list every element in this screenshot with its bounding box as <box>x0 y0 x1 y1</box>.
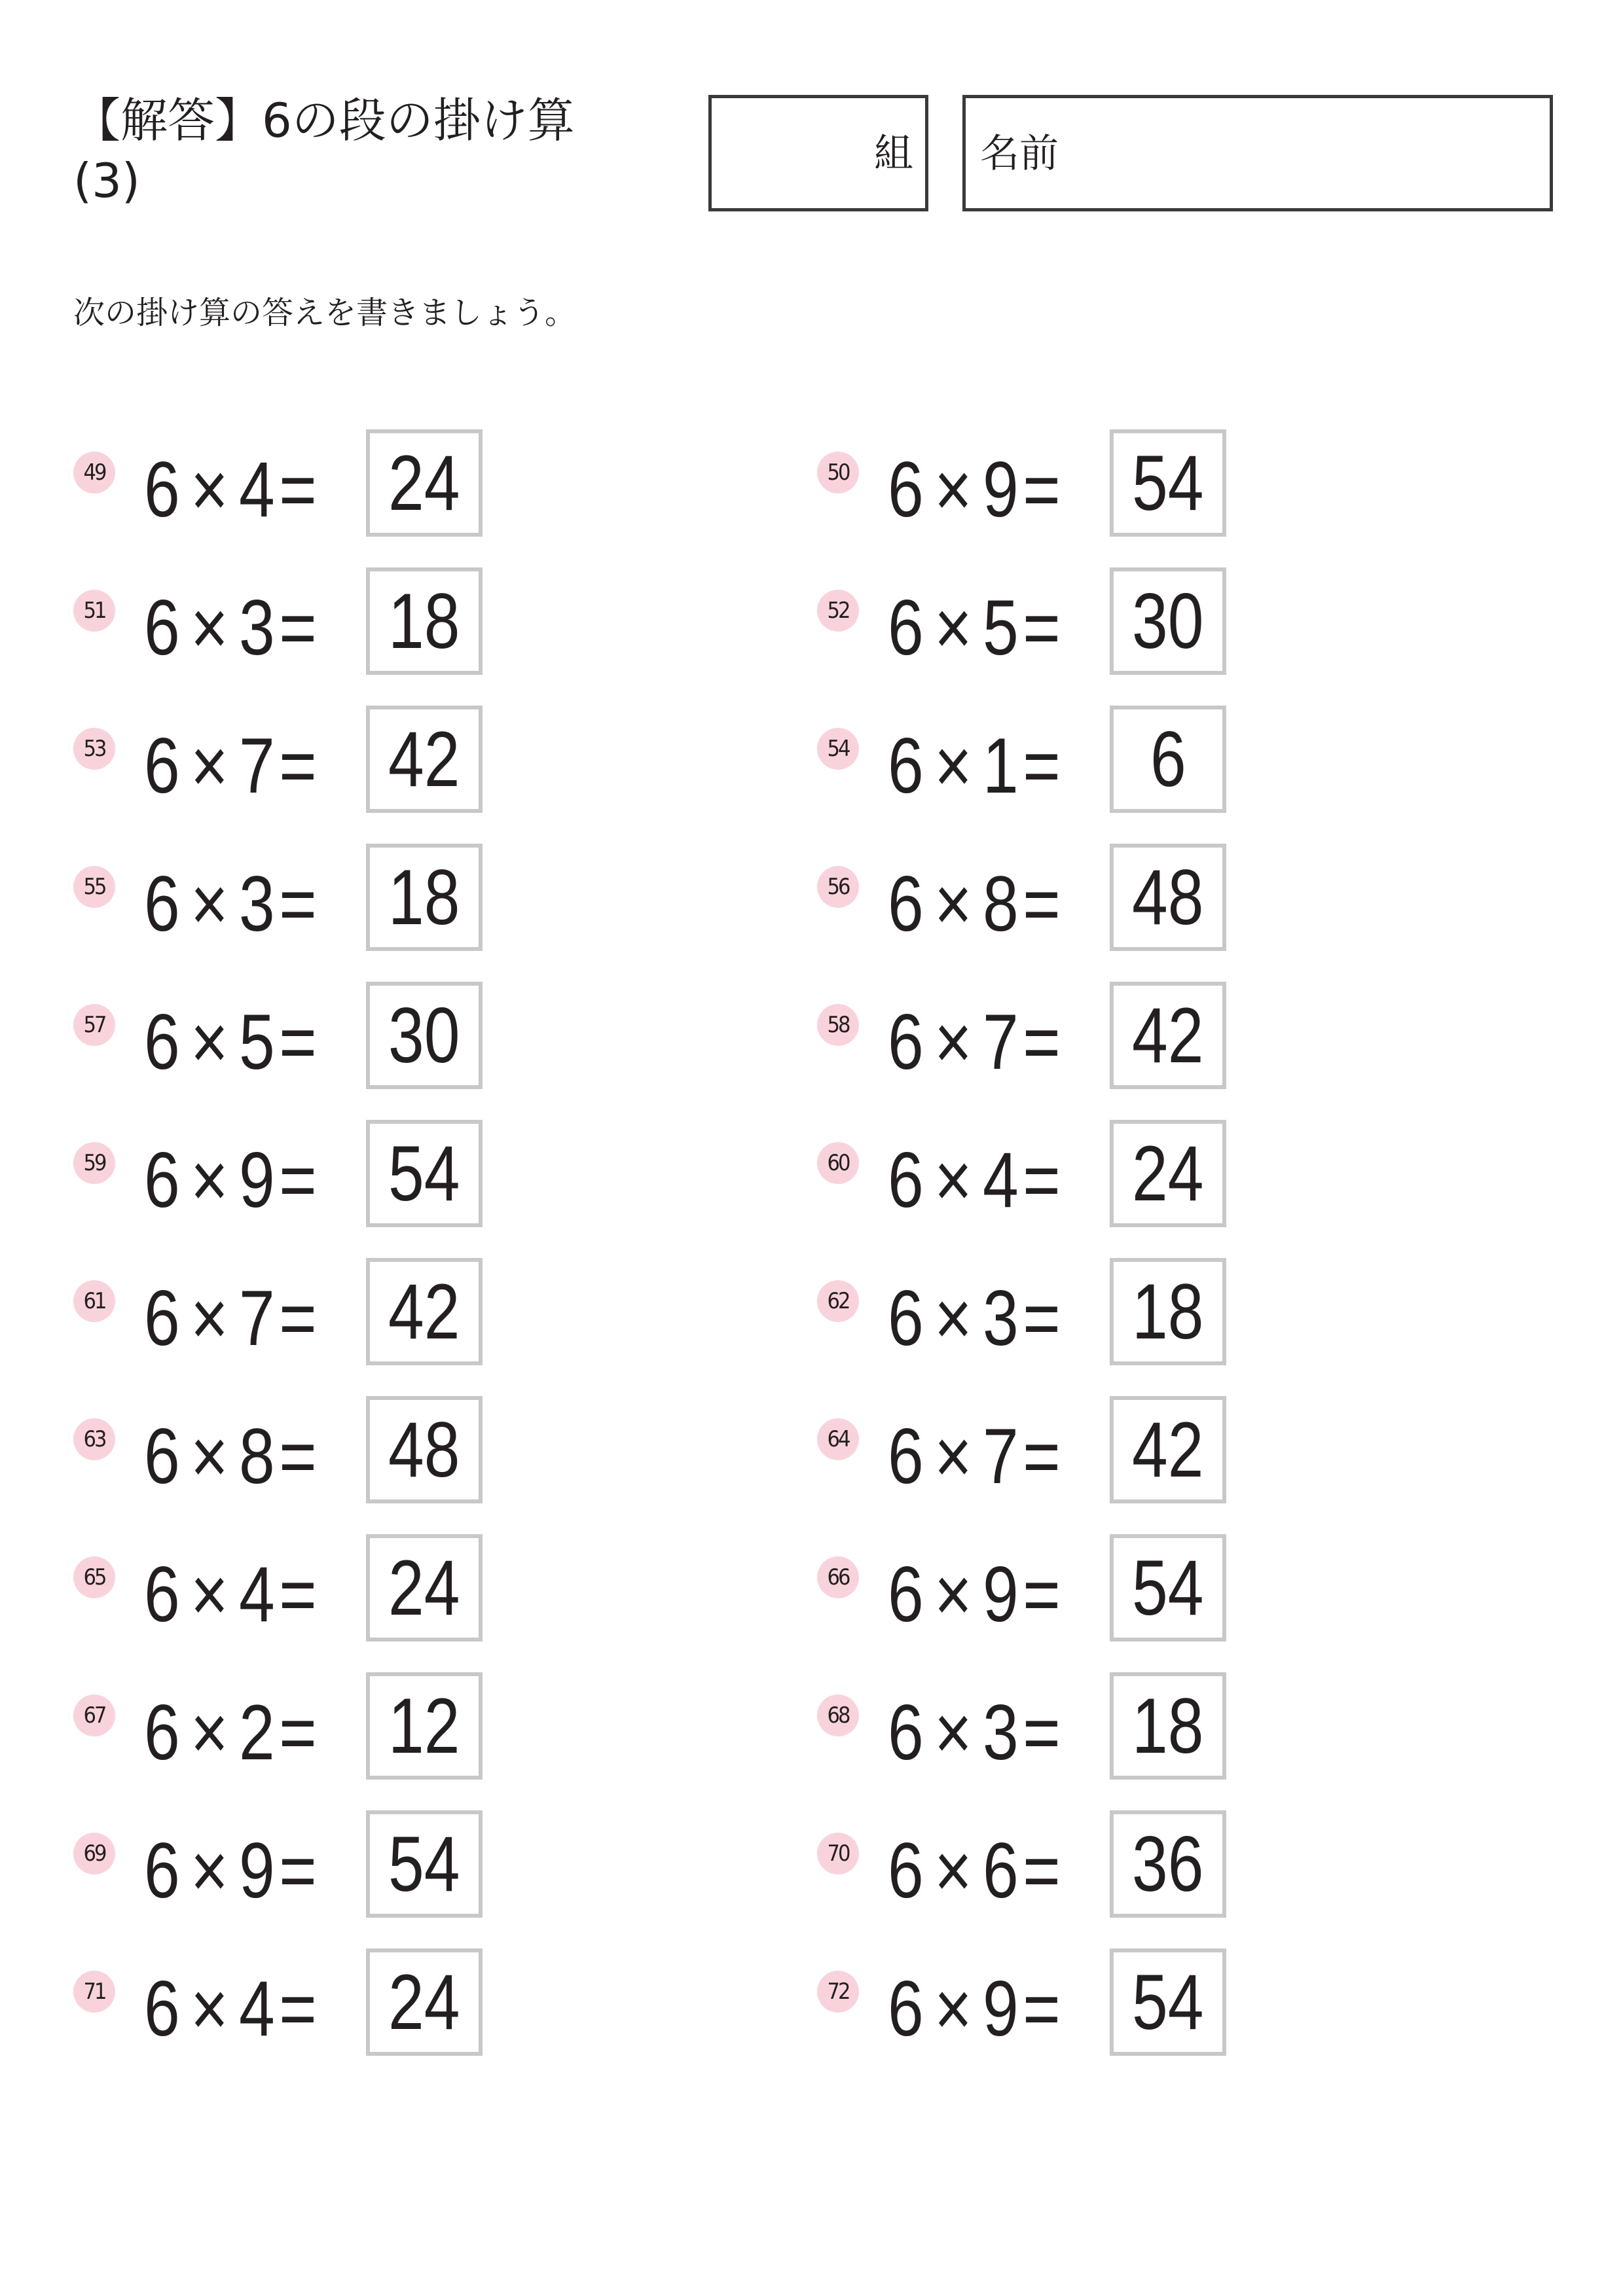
answer-value: 24 <box>1132 1130 1204 1217</box>
answer-value: 42 <box>388 1268 460 1355</box>
equals-sign: = <box>1023 584 1061 672</box>
answer-box[interactable] <box>366 706 483 813</box>
multiplicand: 6 <box>144 998 180 1086</box>
equals-sign: = <box>279 722 317 810</box>
problem-number-badge: 69 <box>73 1833 115 1874</box>
problem-number-badge: 72 <box>817 1971 859 2013</box>
multiply-sign: × <box>191 860 228 948</box>
answer-box[interactable] <box>1110 1948 1226 2056</box>
problem-number-badge: 58 <box>817 1004 859 1046</box>
multiplier: 6 <box>982 1827 1019 1914</box>
multiplicand: 6 <box>888 584 924 672</box>
problem-expression <box>144 1825 317 1916</box>
problem-number-badge: 68 <box>817 1695 859 1736</box>
problem-number-badge: 55 <box>73 866 115 908</box>
equals-sign: = <box>279 998 317 1086</box>
answer-value: 36 <box>1132 1820 1204 1908</box>
answer-value: 54 <box>388 1820 460 1908</box>
answer-value: 24 <box>388 1958 460 2046</box>
problem-item <box>817 1534 1472 1641</box>
problem-item <box>73 429 728 537</box>
answer-box[interactable] <box>1110 1534 1226 1641</box>
problem-item <box>73 1948 728 2056</box>
multiplicand: 6 <box>144 1136 180 1224</box>
multiplier: 2 <box>238 1689 275 1776</box>
problem-expression <box>144 1134 317 1226</box>
answer-value: 30 <box>1132 577 1204 665</box>
problem-expression <box>888 720 1061 812</box>
class-field[interactable] <box>708 95 928 211</box>
problem-expression <box>144 1687 317 1778</box>
multiplier: 9 <box>982 446 1019 533</box>
answer-box[interactable] <box>1110 1258 1226 1365</box>
equals-sign: = <box>279 446 317 533</box>
answer-value: 18 <box>388 853 460 941</box>
multiply-sign: × <box>191 722 228 810</box>
problem-item <box>73 844 728 951</box>
problem-number-badge: 54 <box>817 728 859 770</box>
multiplicand: 6 <box>888 860 924 948</box>
equals-sign: = <box>279 584 317 672</box>
equals-sign: = <box>1023 1274 1061 1362</box>
problem-expression <box>144 1963 317 2054</box>
multiplicand: 6 <box>888 1827 924 1914</box>
problem-expression <box>144 1549 317 1640</box>
multiplicand: 6 <box>888 1136 924 1224</box>
multiply-sign: × <box>191 1136 228 1224</box>
problem-item <box>73 1396 728 1503</box>
problem-number-badge: 52 <box>817 590 859 632</box>
answer-value: 18 <box>1132 1268 1204 1355</box>
answer-value: 48 <box>388 1406 460 1494</box>
equals-sign: = <box>279 1689 317 1776</box>
multiplier: 7 <box>238 722 275 810</box>
answer-box[interactable] <box>1110 1810 1226 1918</box>
multiplicand: 6 <box>888 1412 924 1500</box>
answer-box[interactable] <box>366 429 483 537</box>
answer-box[interactable] <box>366 1948 483 2056</box>
problem-expression <box>888 1410 1061 1502</box>
class-label: 組 <box>874 131 913 177</box>
answer-box[interactable] <box>1110 844 1226 951</box>
multiply-sign: × <box>934 1274 972 1362</box>
equals-sign: = <box>279 1827 317 1914</box>
equals-sign: = <box>279 1412 317 1500</box>
problem-expression <box>888 1825 1061 1916</box>
problem-item <box>817 982 1472 1089</box>
name-label: 名前 <box>980 131 1059 177</box>
multiplier: 3 <box>238 860 275 948</box>
problem-item <box>817 1810 1472 1918</box>
answer-value: 54 <box>1132 1544 1204 1632</box>
multiplicand: 6 <box>888 1551 924 1638</box>
multiplicand: 6 <box>144 1274 180 1362</box>
problem-item <box>817 429 1472 537</box>
equals-sign: = <box>279 1551 317 1638</box>
multiply-sign: × <box>934 998 972 1086</box>
answer-value: 42 <box>1132 1406 1204 1494</box>
answer-box[interactable] <box>366 1258 483 1365</box>
multiply-sign: × <box>191 998 228 1086</box>
problem-expression <box>144 582 317 673</box>
answer-box[interactable] <box>366 1120 483 1227</box>
multiplier: 9 <box>982 1965 1019 2053</box>
answer-value: 42 <box>388 715 460 803</box>
multiplier: 8 <box>982 860 1019 948</box>
answer-box[interactable] <box>366 1810 483 1918</box>
multiplier: 9 <box>982 1551 1019 1638</box>
multiply-sign: × <box>934 722 972 810</box>
multiply-sign: × <box>934 1965 972 2053</box>
multiply-sign: × <box>934 1551 972 1638</box>
problem-expression <box>144 996 317 1088</box>
equals-sign: = <box>1023 1689 1061 1776</box>
multiplicand: 6 <box>144 722 180 810</box>
answer-box[interactable] <box>366 567 483 675</box>
equals-sign: = <box>1023 1965 1061 2053</box>
equals-sign: = <box>1023 1827 1061 1914</box>
answer-box[interactable] <box>1110 1672 1226 1780</box>
multiplier: 7 <box>982 1412 1019 1500</box>
multiply-sign: × <box>934 860 972 948</box>
problem-item <box>73 1120 728 1227</box>
equals-sign: = <box>1023 1412 1061 1500</box>
multiply-sign: × <box>934 1412 972 1500</box>
equals-sign: = <box>279 1274 317 1362</box>
multiplicand: 6 <box>144 1689 180 1776</box>
equals-sign: = <box>1023 722 1061 810</box>
answer-value: 54 <box>1132 1958 1204 2046</box>
equals-sign: = <box>1023 446 1061 533</box>
problem-item <box>817 567 1472 675</box>
equals-sign: = <box>279 1965 317 2053</box>
problem-number-badge: 71 <box>73 1971 115 2013</box>
page-title-line1: 【解答】6の段の掛け算 <box>73 93 575 148</box>
multiply-sign: × <box>191 446 228 533</box>
multiplicand: 6 <box>888 1965 924 2053</box>
answer-value: 18 <box>388 577 460 665</box>
multiplicand: 6 <box>144 1965 180 2053</box>
problem-expression <box>144 1410 317 1502</box>
problem-number-badge: 61 <box>73 1280 115 1322</box>
problem-number-badge: 51 <box>73 590 115 632</box>
multiplier: 9 <box>238 1827 275 1914</box>
multiplier: 5 <box>238 998 275 1086</box>
answer-value: 54 <box>388 1130 460 1217</box>
page-title <box>73 90 663 211</box>
multiply-sign: × <box>191 1274 228 1362</box>
multiply-sign: × <box>191 1965 228 2053</box>
multiplier: 3 <box>982 1689 1019 1776</box>
multiplier: 9 <box>238 1136 275 1224</box>
answer-box[interactable] <box>1110 982 1226 1089</box>
answer-value: 24 <box>388 439 460 527</box>
equals-sign: = <box>1023 1136 1061 1224</box>
problem-expression <box>888 444 1061 535</box>
answer-value: 18 <box>1132 1682 1204 1770</box>
problem-item <box>817 1258 1472 1365</box>
problem-item <box>73 1672 728 1780</box>
answer-box[interactable] <box>1110 1396 1226 1503</box>
answer-box[interactable] <box>366 844 483 951</box>
problem-item <box>73 1258 728 1365</box>
multiplicand: 6 <box>144 584 180 672</box>
problem-item <box>817 1120 1472 1227</box>
problem-expression <box>144 444 317 535</box>
multiplier: 3 <box>982 1274 1019 1362</box>
multiplicand: 6 <box>888 722 924 810</box>
name-field[interactable] <box>962 95 1553 211</box>
problem-expression <box>888 1687 1061 1778</box>
multiplicand: 6 <box>888 446 924 533</box>
problem-number-badge: 64 <box>817 1418 859 1460</box>
equals-sign: = <box>279 860 317 948</box>
answer-value: 48 <box>1132 853 1204 941</box>
answer-box[interactable] <box>1110 429 1226 537</box>
problem-item <box>73 567 728 675</box>
multiplicand: 6 <box>144 1551 180 1638</box>
multiplier: 8 <box>238 1412 275 1500</box>
problem-expression <box>888 1134 1061 1226</box>
multiply-sign: × <box>191 1551 228 1638</box>
problem-number-badge: 49 <box>73 452 115 493</box>
multiply-sign: × <box>934 1827 972 1914</box>
problem-number-badge: 66 <box>817 1556 859 1598</box>
problem-expression <box>144 858 317 950</box>
problem-item <box>73 1534 728 1641</box>
multiply-sign: × <box>191 584 228 672</box>
multiplicand: 6 <box>144 446 180 533</box>
problem-number-badge: 65 <box>73 1556 115 1598</box>
problem-expression <box>888 582 1061 673</box>
multiplier: 4 <box>982 1136 1019 1224</box>
problem-expression <box>888 1549 1061 1640</box>
problem-number-badge: 70 <box>817 1833 859 1874</box>
multiplicand: 6 <box>144 860 180 948</box>
multiplier: 7 <box>238 1274 275 1362</box>
problem-item <box>817 1948 1472 2056</box>
multiplier: 1 <box>982 722 1019 810</box>
equals-sign: = <box>1023 860 1061 948</box>
multiplicand: 6 <box>888 1689 924 1776</box>
answer-value: 42 <box>1132 992 1204 1079</box>
answer-box[interactable] <box>366 1534 483 1641</box>
equals-sign: = <box>1023 998 1061 1086</box>
problem-number-badge: 59 <box>73 1142 115 1184</box>
multiply-sign: × <box>934 446 972 533</box>
problem-expression <box>888 858 1061 950</box>
answer-value: 6 <box>1150 715 1186 803</box>
multiply-sign: × <box>191 1412 228 1500</box>
multiplicand: 6 <box>888 998 924 1086</box>
answer-box[interactable] <box>366 1672 483 1780</box>
answer-value: 54 <box>1132 439 1204 527</box>
problem-expression <box>888 1272 1061 1364</box>
answer-box[interactable] <box>1110 567 1226 675</box>
problem-number-badge: 67 <box>73 1695 115 1736</box>
multiplier: 4 <box>238 1965 275 2053</box>
multiplier: 4 <box>238 446 275 533</box>
multiplier: 3 <box>238 584 275 672</box>
multiplicand: 6 <box>144 1827 180 1914</box>
answer-box[interactable] <box>366 1396 483 1503</box>
multiplier: 7 <box>982 998 1019 1086</box>
answer-value: 12 <box>388 1682 460 1770</box>
multiplicand: 6 <box>144 1412 180 1500</box>
problem-item <box>817 844 1472 951</box>
problem-number-badge: 56 <box>817 866 859 908</box>
problem-item <box>73 1810 728 1918</box>
problem-expression <box>888 996 1061 1088</box>
problem-number-badge: 57 <box>73 1004 115 1046</box>
problem-number-badge: 60 <box>817 1142 859 1184</box>
problem-expression <box>888 1963 1061 2054</box>
problem-number-badge: 50 <box>817 452 859 493</box>
problem-item <box>73 706 728 813</box>
multiplicand: 6 <box>888 1274 924 1362</box>
problem-item <box>73 982 728 1089</box>
problem-item <box>817 706 1472 813</box>
answer-box[interactable] <box>1110 1120 1226 1227</box>
instruction-text: 次の掛け算の答えを書きましょう。 <box>73 295 577 331</box>
problem-number-badge: 62 <box>817 1280 859 1322</box>
multiplier: 4 <box>238 1551 275 1638</box>
problem-expression <box>144 720 317 812</box>
multiply-sign: × <box>934 1689 972 1776</box>
problem-expression <box>144 1272 317 1364</box>
problem-number-badge: 53 <box>73 728 115 770</box>
problem-item <box>817 1672 1472 1780</box>
multiply-sign: × <box>934 584 972 672</box>
page-title-line2: (3) <box>73 153 140 208</box>
multiply-sign: × <box>191 1689 228 1776</box>
answer-value: 24 <box>388 1544 460 1632</box>
multiply-sign: × <box>934 1136 972 1224</box>
equals-sign: = <box>279 1136 317 1224</box>
multiplier: 5 <box>982 584 1019 672</box>
problem-item <box>817 1396 1472 1503</box>
answer-box[interactable] <box>366 982 483 1089</box>
problem-number-badge: 63 <box>73 1418 115 1460</box>
answer-value: 30 <box>388 992 460 1079</box>
answer-box[interactable] <box>1110 706 1226 813</box>
multiply-sign: × <box>191 1827 228 1914</box>
equals-sign: = <box>1023 1551 1061 1638</box>
